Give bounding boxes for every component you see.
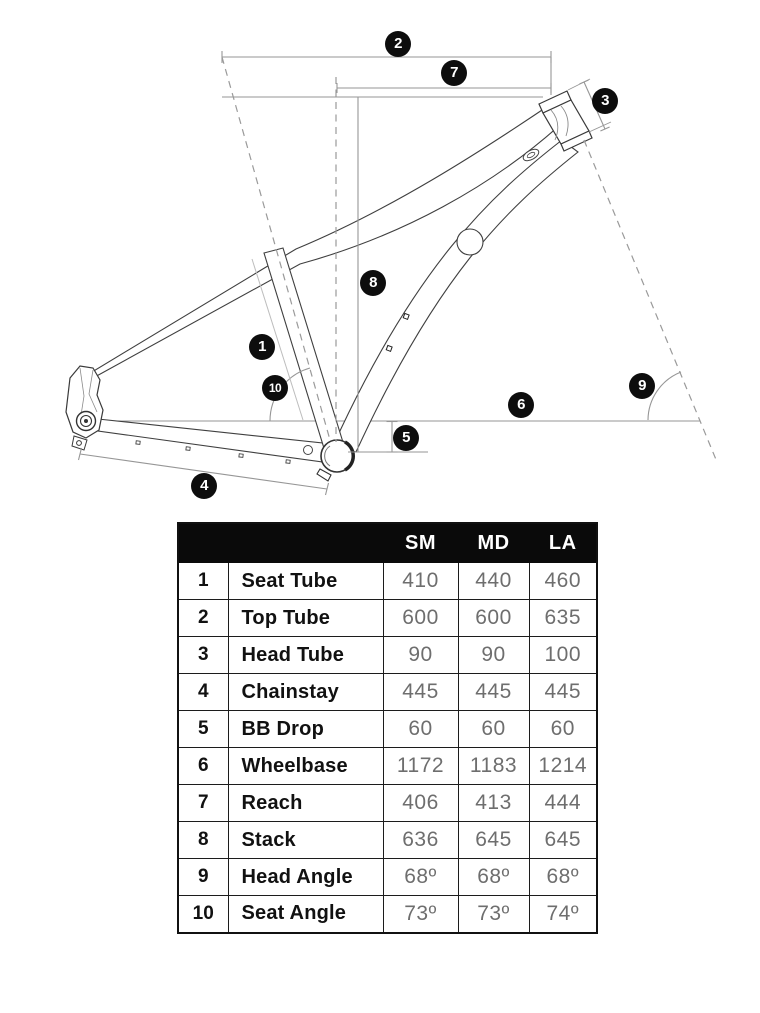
table-row — [178, 711, 597, 748]
cell-la: 60 — [529, 711, 597, 748]
badge-3-head-tube: 3 — [592, 88, 618, 114]
table-row — [178, 563, 597, 600]
table-row — [178, 859, 597, 896]
header-size-sm: SM — [383, 523, 458, 563]
cell-md: 445 — [458, 674, 529, 711]
cell-la: 635 — [529, 600, 597, 637]
cell-md: 440 — [458, 563, 529, 600]
cell-la: 444 — [529, 785, 597, 822]
badge-7-reach: 7 — [441, 60, 467, 86]
badge-2-top-tube: 2 — [385, 31, 411, 57]
table-row — [178, 674, 597, 711]
cell-la: 74º — [529, 896, 597, 933]
table-row — [178, 822, 597, 859]
badge-4-chainstay: 4 — [191, 473, 217, 499]
cell-la: 645 — [529, 822, 597, 859]
cell-md: 413 — [458, 785, 529, 822]
header-num-col — [178, 523, 228, 563]
cell-la: 1214 — [529, 748, 597, 785]
cell-md: 645 — [458, 822, 529, 859]
badge-6-wheelbase: 6 — [508, 392, 534, 418]
cell-la: 460 — [529, 563, 597, 600]
cell-sm: 445 — [383, 674, 458, 711]
top-tube-seatstay — [92, 104, 560, 378]
cell-sm: 410 — [383, 563, 458, 600]
header-size-la: LA — [529, 523, 597, 563]
cell-la: 100 — [529, 637, 597, 674]
row-num: 7 — [178, 785, 228, 822]
bb-guide-tab — [317, 469, 331, 481]
cell-sm: 1172 — [383, 748, 458, 785]
row-label: Head Tube — [228, 637, 383, 674]
geometry-table — [177, 522, 598, 934]
row-label: Head Angle — [228, 859, 383, 896]
table-row — [178, 600, 597, 637]
cell-la: 68º — [529, 859, 597, 896]
rear-dropout — [66, 366, 103, 450]
badge-10-seat-angle: 10 — [262, 375, 288, 401]
row-num: 6 — [178, 748, 228, 785]
row-label: Top Tube — [228, 600, 383, 637]
downtube-port-circle — [457, 229, 483, 255]
row-num: 4 — [178, 674, 228, 711]
row-num: 5 — [178, 711, 228, 748]
bottle-boss — [403, 313, 409, 319]
row-num: 9 — [178, 859, 228, 896]
seat-tube — [264, 248, 346, 458]
cell-la: 445 — [529, 674, 597, 711]
head-tube-axis — [584, 140, 717, 462]
table-row — [178, 748, 597, 785]
frame-tubes — [92, 104, 578, 463]
cell-sm: 60 — [383, 711, 458, 748]
badge-1-seat-tube: 1 — [249, 334, 275, 360]
table-row — [178, 637, 597, 674]
row-num: 10 — [178, 896, 228, 933]
badge-8-stack: 8 — [360, 270, 386, 296]
row-label: Seat Tube — [228, 563, 383, 600]
row-label: Reach — [228, 785, 383, 822]
table-row — [178, 785, 597, 822]
header-label-col — [228, 523, 383, 563]
table-row — [178, 896, 597, 933]
cell-sm: 406 — [383, 785, 458, 822]
row-label: Chainstay — [228, 674, 383, 711]
row-label: Stack — [228, 822, 383, 859]
cell-sm: 73º — [383, 896, 458, 933]
dropout-foot — [72, 436, 87, 450]
cable-port-circle — [304, 446, 313, 455]
badge-9-head-angle: 9 — [629, 373, 655, 399]
row-label: Wheelbase — [228, 748, 383, 785]
row-label: BB Drop — [228, 711, 383, 748]
cell-md: 60 — [458, 711, 529, 748]
row-label: Seat Angle — [228, 896, 383, 933]
header-size-md: MD — [458, 523, 529, 563]
table-header-row — [178, 523, 597, 563]
cell-sm: 600 — [383, 600, 458, 637]
cell-md: 73º — [458, 896, 529, 933]
row-num: 3 — [178, 637, 228, 674]
cell-sm: 68º — [383, 859, 458, 896]
row-num: 2 — [178, 600, 228, 637]
cell-sm: 636 — [383, 822, 458, 859]
row-num: 1 — [178, 563, 228, 600]
cell-sm: 90 — [383, 637, 458, 674]
chainstay-tube — [98, 419, 332, 463]
cell-md: 1183 — [458, 748, 529, 785]
cell-md: 90 — [458, 637, 529, 674]
bottle-boss — [386, 345, 392, 351]
badge-5-bb-drop: 5 — [393, 425, 419, 451]
row-num: 8 — [178, 822, 228, 859]
cell-md: 600 — [458, 600, 529, 637]
cell-md: 68º — [458, 859, 529, 896]
